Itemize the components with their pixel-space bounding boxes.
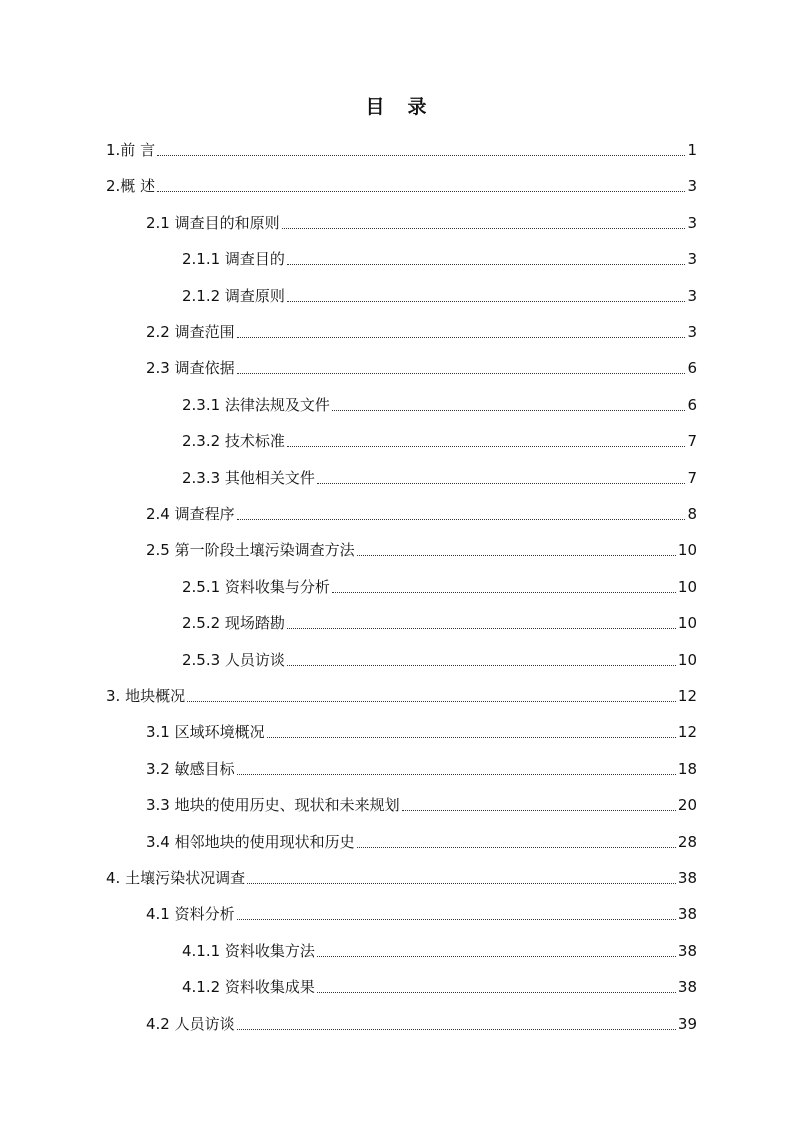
- toc-leader-dots: [237, 503, 686, 525]
- toc-leader-dots: [287, 649, 676, 671]
- toc-entry-label: 2.3.2 技术标准: [182, 432, 285, 450]
- toc-entry[interactable]: [182, 467, 697, 489]
- toc-leader-dots: [287, 430, 686, 452]
- toc-entry-page-number: 10: [677, 614, 697, 632]
- toc-entry-page-number: 12: [677, 723, 697, 741]
- toc-entry-page-number: 3: [687, 287, 697, 305]
- toc-entry[interactable]: [182, 285, 697, 307]
- toc-entry-page-number: 6: [687, 396, 697, 414]
- toc-entry-page-number: 10: [677, 578, 697, 596]
- toc-entry-label: 2.1.1 调查目的: [182, 250, 285, 268]
- toc-entry-label: 4. 土壤污染状况调查: [106, 869, 246, 887]
- toc-entry-page-number: 39: [677, 1015, 697, 1033]
- toc-leader-dots: [157, 139, 685, 161]
- toc-entry[interactable]: [146, 758, 697, 780]
- toc-entry-page-number: 18: [677, 760, 697, 778]
- toc-title-part-1: 目: [365, 96, 386, 118]
- toc-leader-dots: [237, 321, 686, 343]
- toc-entry-label: 2.概 述: [106, 177, 156, 195]
- toc-entry-label: 2.3.3 其他相关文件: [182, 469, 315, 487]
- toc-entry-page-number: 28: [677, 833, 697, 851]
- toc-leader-dots: [267, 721, 676, 743]
- toc-entry-label: 2.1 调查目的和原则: [146, 214, 280, 232]
- toc-entry[interactable]: [146, 503, 697, 525]
- toc-entry-label: 3.2 敏感目标: [146, 760, 235, 778]
- toc-leader-dots: [332, 576, 676, 598]
- toc-entry[interactable]: [182, 976, 697, 998]
- toc-entry-page-number: 6: [687, 359, 697, 377]
- toc-leader-dots: [237, 758, 676, 780]
- toc-entry[interactable]: [106, 685, 697, 707]
- toc-entry[interactable]: [182, 940, 697, 962]
- toc-entry-page-number: 7: [687, 469, 697, 487]
- toc-leader-dots: [402, 794, 676, 816]
- toc-entry[interactable]: [182, 248, 697, 270]
- toc-leader-dots: [282, 212, 686, 234]
- toc-entry-label: 2.5.1 资料收集与分析: [182, 578, 330, 596]
- toc-entry[interactable]: [106, 867, 697, 889]
- toc-entry-label: 4.2 人员访谈: [146, 1015, 235, 1033]
- toc-entry-label: 2.3 调查依据: [146, 359, 235, 377]
- toc-entry[interactable]: [146, 794, 697, 816]
- toc-entry-page-number: 20: [677, 796, 697, 814]
- toc-leader-dots: [187, 685, 676, 707]
- toc-entry-label: 3. 地块概况: [106, 687, 186, 705]
- toc-entry[interactable]: [106, 139, 697, 161]
- toc-leader-dots: [237, 1013, 676, 1035]
- toc-entry-label: 4.1.1 资料收集方法: [182, 942, 315, 960]
- toc-entry-label: 4.1 资料分析: [146, 905, 235, 923]
- toc-entry[interactable]: [146, 903, 697, 925]
- toc-entry[interactable]: [146, 539, 697, 561]
- toc-entry-label: 3.1 区域环境概况: [146, 723, 265, 741]
- toc-leader-dots: [247, 867, 676, 889]
- toc-entry-page-number: 8: [687, 505, 697, 523]
- toc-leader-dots: [357, 539, 676, 561]
- toc-entry[interactable]: [106, 175, 697, 197]
- toc-entry-page-number: 38: [677, 905, 697, 923]
- toc-title-part-2: 录: [407, 96, 428, 118]
- toc-entry-label: 2.2 调查范围: [146, 323, 235, 341]
- toc-leader-dots: [332, 394, 686, 416]
- toc-entry[interactable]: [182, 649, 697, 671]
- toc-leader-dots: [287, 248, 686, 270]
- toc-leader-dots: [287, 285, 686, 307]
- toc-entry-label: 2.3.1 法律法规及文件: [182, 396, 330, 414]
- toc-entry[interactable]: [146, 321, 697, 343]
- toc-entry[interactable]: [146, 212, 697, 234]
- toc-entry-label: 2.5.3 人员访谈: [182, 651, 285, 669]
- toc-leader-dots: [287, 612, 676, 634]
- toc-entry-label: 2.5.2 现场踏勘: [182, 614, 285, 632]
- toc-leader-dots: [317, 467, 686, 489]
- toc-entry[interactable]: [182, 612, 697, 634]
- toc-leader-dots: [317, 976, 676, 998]
- toc-entry[interactable]: [182, 394, 697, 416]
- toc-leader-dots: [237, 357, 686, 379]
- toc-entry-page-number: 3: [687, 323, 697, 341]
- toc-entry[interactable]: [146, 831, 697, 853]
- toc-entry-page-number: 12: [677, 687, 697, 705]
- toc-entry-label: 2.4 调查程序: [146, 505, 235, 523]
- toc-entry-label: 2.1.2 调查原则: [182, 287, 285, 305]
- toc-leader-dots: [237, 903, 676, 925]
- toc-entry[interactable]: [146, 721, 697, 743]
- toc-entry-page-number: 3: [687, 177, 697, 195]
- toc-entry-page-number: 10: [677, 651, 697, 669]
- toc-entry[interactable]: [146, 1013, 697, 1035]
- toc-entry-page-number: 7: [687, 432, 697, 450]
- toc-entry[interactable]: [146, 357, 697, 379]
- toc-entry-page-number: 3: [687, 214, 697, 232]
- toc-entry-page-number: 38: [677, 978, 697, 996]
- toc-entry-label: 2.5 第一阶段土壤污染调查方法: [146, 541, 355, 559]
- toc-entry-page-number: 1: [687, 141, 697, 159]
- toc-entry-page-number: 38: [677, 942, 697, 960]
- toc-entry[interactable]: [182, 430, 697, 452]
- toc-leader-dots: [357, 831, 676, 853]
- toc-entry-label: 1.前 言: [106, 141, 156, 159]
- toc-entry-page-number: 38: [677, 869, 697, 887]
- toc-entry-label: 4.1.2 资料收集成果: [182, 978, 315, 996]
- toc-entry-label: 3.4 相邻地块的使用现状和历史: [146, 833, 355, 851]
- toc-leader-dots: [157, 175, 685, 197]
- toc-entry[interactable]: [182, 576, 697, 598]
- toc-entry-page-number: 3: [687, 250, 697, 268]
- toc-entry-page-number: 10: [677, 541, 697, 559]
- toc-entry-label: 3.3 地块的使用历史、现状和未来规划: [146, 796, 400, 814]
- toc-leader-dots: [317, 940, 676, 962]
